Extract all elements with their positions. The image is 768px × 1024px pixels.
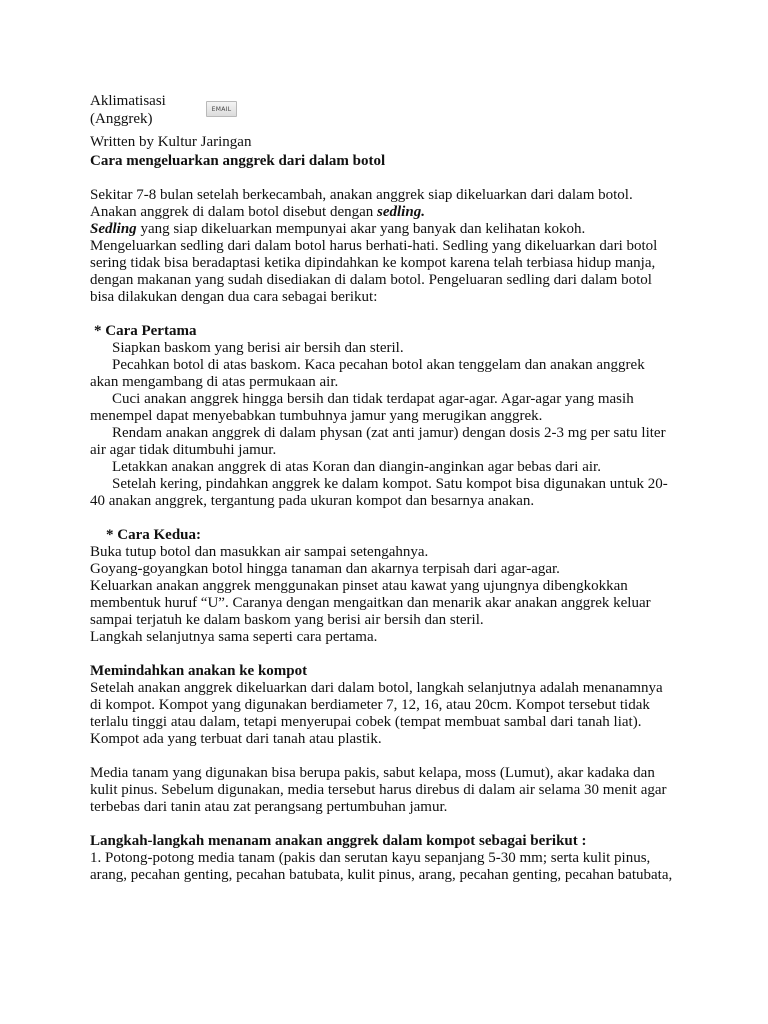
- paragraph-line: dengan makanan yang sudah disediakan di dalam botol. Pengeluaran sedling dari dalam botol: [90, 272, 652, 288]
- paragraph-line: terbebas dari tanin atau zat perangsang pertumbuhan jamur.: [90, 799, 448, 815]
- paragraph-line: di kompot. Kompot yang digunakan berdiameter 7, 12, 16, atau 20cm. Kompot tersebut tidak: [90, 697, 650, 713]
- step-line: Goyang-goyangkan botol hingga tanaman dan akarnya terpisah dari agar-agar.: [90, 561, 560, 577]
- paragraph-line: bisa dilakukan dengan dua cara sebagai berikut:: [90, 289, 378, 305]
- step-line: akan mengambang di atas permukaan air.: [90, 374, 339, 390]
- title-line-1: Aklimatisasi: [90, 93, 166, 109]
- list-item: arang, pecahan genting, pecahan batubata, kulit pinus, arang, pecahan genting, pecahan batubata,: [90, 867, 673, 883]
- step-line: Langkah selanjutnya sama seperti cara pertama.: [90, 629, 378, 645]
- article-title: [90, 92, 200, 128]
- step-line: air agar tidak ditumbuhi jamur.: [90, 442, 277, 458]
- step-line: membentuk huruf “U”. Caranya dengan mengaitkan dan menarik akar anakan anggrek keluar: [90, 595, 651, 611]
- cara-pertama-heading: * Cara Pertama: [94, 323, 197, 339]
- step-line: Keluarkan anakan anggrek menggunakan pinset atau kawat yang ujungnya dibengkokkan: [90, 578, 628, 594]
- byline: Written by Kultur Jaringan: [90, 134, 252, 150]
- article-body: [90, 134, 690, 884]
- section-heading: Cara mengeluarkan anggrek dari dalam botol: [90, 153, 386, 169]
- cara-kedua-heading: * Cara Kedua:: [106, 527, 201, 543]
- step-line: Siapkan baskom yang berisi air bersih dan steril.: [112, 340, 404, 356]
- list-item: 1. Potong-potong media tanam (pakis dan serutan kayu sepanjang 5-30 mm; serta kulit pinus,: [90, 850, 651, 866]
- paragraph-line: Setelah anakan anggrek dikeluarkan dari dalam botol, langkah selanjutnya adalah menanamnya: [90, 680, 663, 696]
- step-line: Rendam anakan anggrek di dalam physan (zat anti jamur) dengan dosis 2-3 mg per satu liter: [112, 425, 666, 441]
- text-span: yang siap dikeluarkan mempunyai akar yang banyak dan kelihatan kokoh.: [136, 221, 586, 237]
- emphasis-sedling: sedling.: [377, 204, 425, 220]
- step-line: Pecahkan botol di atas baskom. Kaca pecahan botol akan tenggelam dan anakan anggrek: [112, 357, 645, 373]
- paragraph-line: Media tanam yang digunakan bisa berupa pakis, sabut kelapa, moss (Lumut), akar kadaka dan: [90, 765, 655, 781]
- paragraph-line: Sekitar 7-8 bulan setelah berkecambah, anakan anggrek siap dikeluarkan dari dalam botol.: [90, 187, 633, 203]
- section-heading: Memindahkan anakan ke kompot: [90, 663, 308, 679]
- email-button[interactable]: EMAIL: [206, 101, 237, 117]
- step-line: 40 anakan anggrek, tergantung pada ukuran kompot dan besarnya anakan.: [90, 493, 535, 509]
- step-line: sampai terjatuh ke dalam baskom yang berisi air bersih dan steril.: [90, 612, 484, 628]
- step-line: menempel dapat menyebabkan tumbuhnya jamur yang merugikan anggrek.: [90, 408, 543, 424]
- paragraph-line: Mengeluarkan sedling dari dalam botol harus berhati-hati. Sedling yang dikeluarkan dari botol: [90, 238, 658, 254]
- step-line: Letakkan anakan anggrek di atas Koran dan diangin-anginkan agar bebas dari air.: [112, 459, 601, 475]
- step-line: Buka tutup botol dan masukkan air sampai setengahnya.: [90, 544, 429, 560]
- paragraph-line: Kompot ada yang terbuat dari tanah atau plastik.: [90, 731, 382, 747]
- paragraph-line: sering tidak bisa beradaptasi ketika dipindahkan ke kompot karena telah terbiasa hidup manja,: [90, 255, 656, 271]
- emphasis-sedling: Sedling: [90, 221, 137, 237]
- paragraph-line: [90, 221, 690, 238]
- paragraph-line: kulit pinus. Sebelum digunakan, media tersebut harus direbus di dalam air selama 30 menit agar: [90, 782, 667, 798]
- paragraph-line: [90, 204, 690, 221]
- section-heading: Langkah-langkah menanam anakan anggrek dalam kompot sebagai berikut :: [90, 833, 587, 849]
- step-line: Cuci anakan anggrek hingga bersih dan tidak terdapat agar-agar. Agar-agar yang masih: [112, 391, 634, 407]
- step-line: Setelah kering, pindahkan anggrek ke dalam kompot. Satu kompot bisa digunakan untuk 20-: [112, 476, 668, 492]
- paragraph-line: terlalu tinggi atau dalam, tetapi menyerupai cobek (tempat membuat sambal dari tanah liat).: [90, 714, 642, 730]
- text-span: Anakan anggrek di dalam botol disebut dengan: [90, 204, 378, 220]
- title-line-2: (Anggrek): [90, 111, 153, 127]
